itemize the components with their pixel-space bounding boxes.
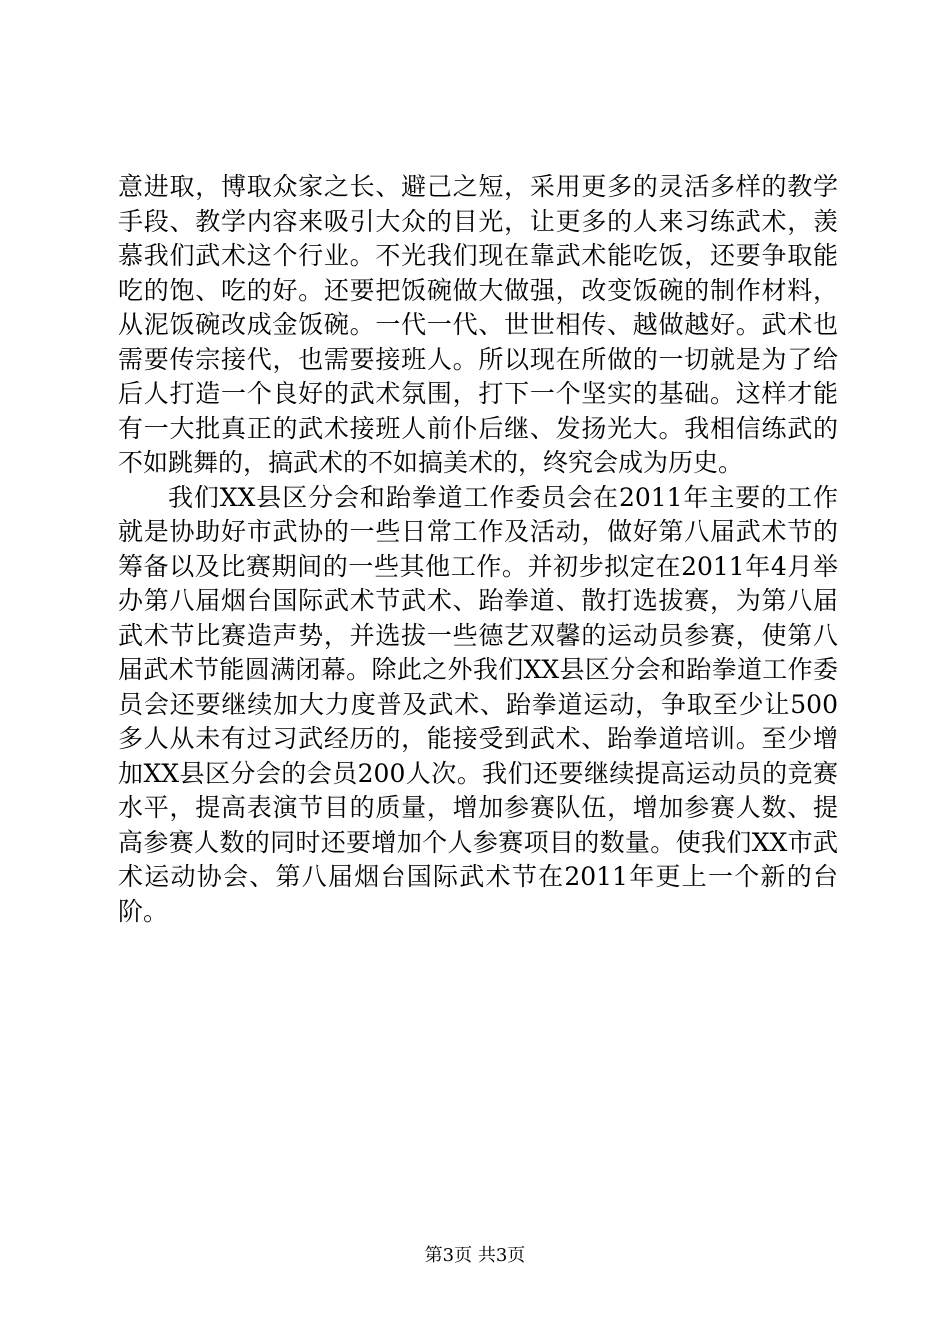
document-body	[118, 170, 838, 929]
paragraph-work-plan: 我们XX县区分会和跆拳道工作委员会在2011年主要的工作就是协助好市武协的一些日常工作及活动，做好第八届武术节的筹备以及比赛期间的一些其他工作。并初步拟定在2011年4月举办第八届烟台国际武术节武术、跆拳道、散打选拔赛，为第八届武术节比赛造声势，并选拔一些德艺双馨的运动员参赛，使第八届武术节能圆满闭幕。除此之外我们XX县区分会和跆拳道工作委员会还要继续加大力度普及武术、跆拳道运动，争取至少让500多人从未有过习武经历的，能接受到武术、跆拳道培训。至少增加XX县区分会的会员200人次。我们还要继续提高运动员的竞赛水平，提高表演节目的质量，增加参赛队伍，增加参赛人数、提高参赛人数的同时还要增加个人参赛项目的数量。使我们XX市武术运动协会、第八届烟台国际武术节在2011年更上一个新的台阶。	[118, 482, 838, 926]
paragraph-continuation: 意进取，博取众家之长、避己之短，采用更多的灵活多样的教学手段、教学内容来吸引大众的目光，让更多的人来习练武术，羡慕我们武术这个行业。不光我们现在靠武术能吃饭，还要争取能吃的饱、吃的好。还要把饭碗做大做强，改变饭碗的制作材料，从泥饭碗改成金饭碗。一代一代、世世相传、越做越好。武术也需要传宗接代，也需要接班人。所以现在所做的一切就是为了给后人打造一个良好的武术氛围，打下一个坚实的基础。这样才能有一大批真正的武术接班人前仆后继、发扬光大。我相信练武的不如跳舞的，搞武术的不如搞美术的，终究会成为历史。	[118, 172, 838, 477]
page-number-footer: 第3页 共3页	[424, 1245, 526, 1266]
